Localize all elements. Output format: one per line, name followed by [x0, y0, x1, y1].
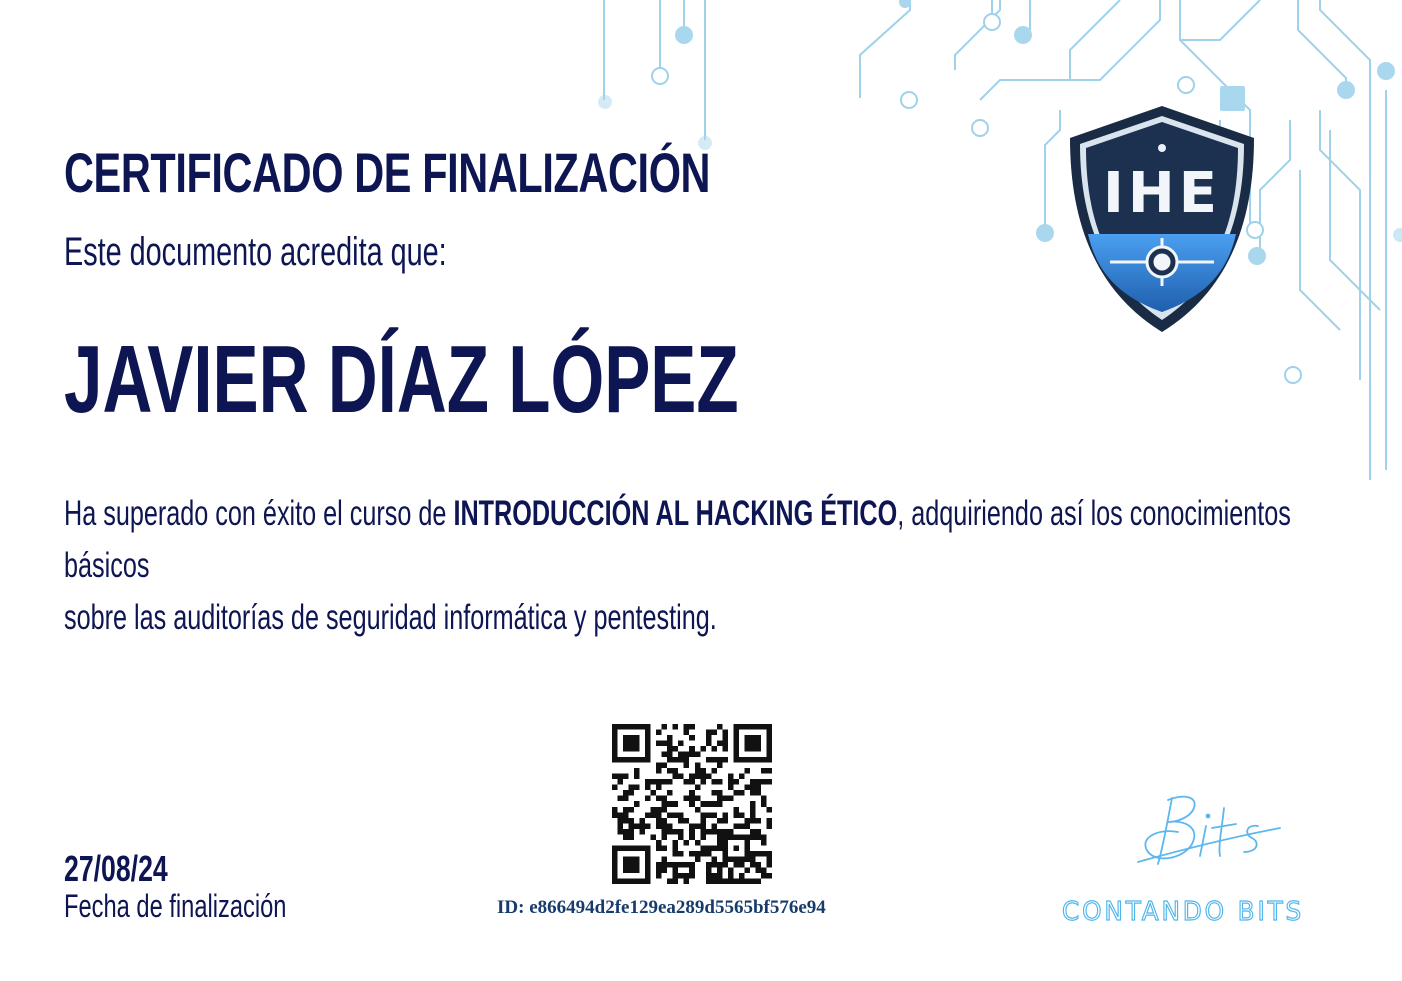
brand-signature: [1128, 788, 1288, 878]
completion-date-label: Fecha de finalización: [64, 888, 287, 924]
brand-name: CONTANDO BITS: [1062, 897, 1305, 927]
certificate-title: CERTIFICADO DE FINALIZACIÓN: [64, 141, 711, 204]
body-suffix: , adquiriendo así los conocimientos básicos: [64, 494, 1291, 585]
logo-text: IHE: [1103, 161, 1221, 226]
certificate-subtitle: Este documento acredita que:: [64, 230, 447, 274]
ihe-shield-logo: [1062, 100, 1262, 340]
certificate-id: ID: e866494d2fe129ea289d5565bf576e94: [497, 897, 826, 918]
certificate-body: [64, 488, 1302, 644]
completion-date: 27/08/24: [64, 848, 168, 889]
body-line-2: sobre las auditorías de seguridad informática y pentesting.: [64, 598, 717, 637]
body-prefix: Ha superado con éxito el curso de: [64, 494, 454, 533]
qr-code: [612, 724, 772, 884]
recipient-name: JAVIER DÍAZ LÓPEZ: [64, 326, 739, 433]
course-name: INTRODUCCIÓN AL HACKING ÉTICO: [453, 494, 898, 533]
